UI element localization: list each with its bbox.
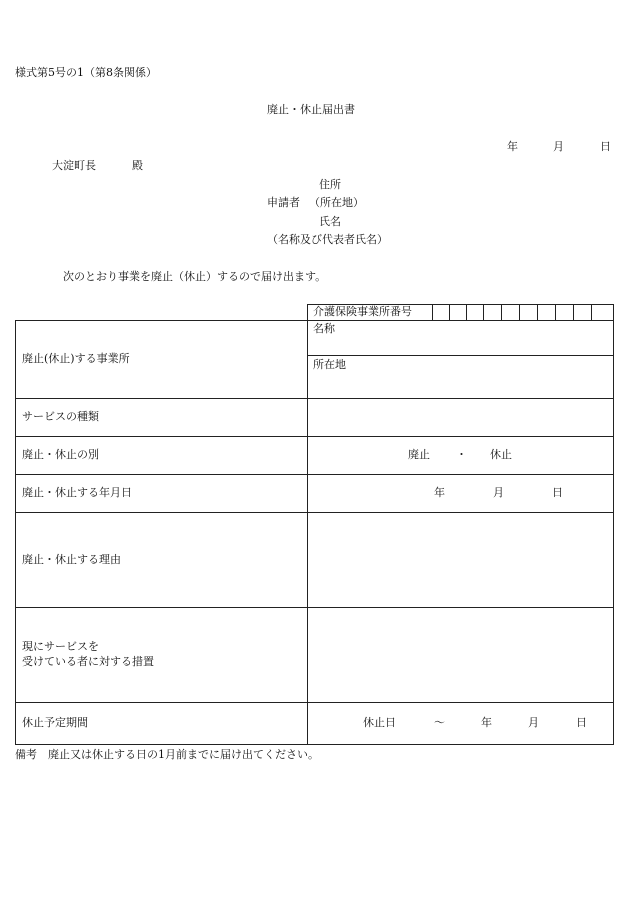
- date-field-month[interactable]: 月: [493, 486, 504, 499]
- honorific: 殿: [132, 159, 143, 172]
- category-label: 廃止・休止の別: [22, 448, 99, 461]
- measures-field[interactable]: [308, 608, 613, 702]
- office-number-boxes[interactable]: [432, 304, 613, 320]
- measures-label-line1: 現にサービスを: [22, 640, 99, 653]
- suspend-year-field[interactable]: 年: [481, 716, 492, 729]
- office-number-label: 介護保険事業所番号: [313, 305, 412, 318]
- office-address-field[interactable]: [308, 356, 613, 398]
- category-separator: ・: [456, 448, 467, 461]
- page-title: 廃止・休止届出書: [267, 103, 355, 116]
- category-suspend-option[interactable]: 休止: [490, 448, 512, 461]
- applicant-location-label: （所在地）: [309, 196, 364, 209]
- office-name-label: 名称: [313, 322, 335, 335]
- office-name-field[interactable]: [308, 321, 613, 355]
- applicant-name-label: 氏名: [319, 215, 341, 228]
- suspend-tilde: ～: [434, 716, 445, 729]
- measures-label-line2: 受けている者に対する措置: [22, 655, 154, 668]
- reason-field[interactable]: [308, 513, 613, 607]
- service-type-field[interactable]: [308, 399, 613, 436]
- addressee: 大淀町長: [52, 159, 96, 172]
- applicant-label: 申請者: [267, 196, 300, 209]
- date-year-label: 年: [507, 140, 518, 153]
- reason-label: 廃止・休止する理由: [22, 553, 121, 566]
- applicant-address-label: 住所: [319, 178, 341, 191]
- suspend-day-field[interactable]: 日: [576, 716, 587, 729]
- suspend-period-label: 休止予定期間: [22, 716, 88, 729]
- applicant-name-note: （名称及び代表者氏名）: [267, 233, 388, 246]
- date-month-label: 月: [553, 140, 564, 153]
- date-field-day[interactable]: 日: [552, 486, 563, 499]
- suspend-month-field[interactable]: 月: [528, 716, 539, 729]
- service-type-label: サービスの種類: [22, 410, 99, 423]
- date-day-label: 日: [600, 140, 611, 153]
- category-abolish-option[interactable]: 廃止: [408, 448, 430, 461]
- suspend-start-label: 休止日: [363, 716, 396, 729]
- date-field-year[interactable]: 年: [434, 486, 445, 499]
- intro-text: 次のとおり事業を廃止（休止）するので届け出ます。: [63, 270, 327, 283]
- notification-table: [15, 304, 614, 745]
- office-address-label: 所在地: [313, 358, 346, 371]
- office-label: 廃止(休止)する事業所: [22, 352, 130, 365]
- form-number: 様式第5号の1（第8条関係）: [15, 66, 157, 79]
- remark-note: 備考 廃止又は休止する日の1月前までに届け出てください。: [15, 748, 319, 761]
- date-label: 廃止・休止する年月日: [22, 486, 132, 499]
